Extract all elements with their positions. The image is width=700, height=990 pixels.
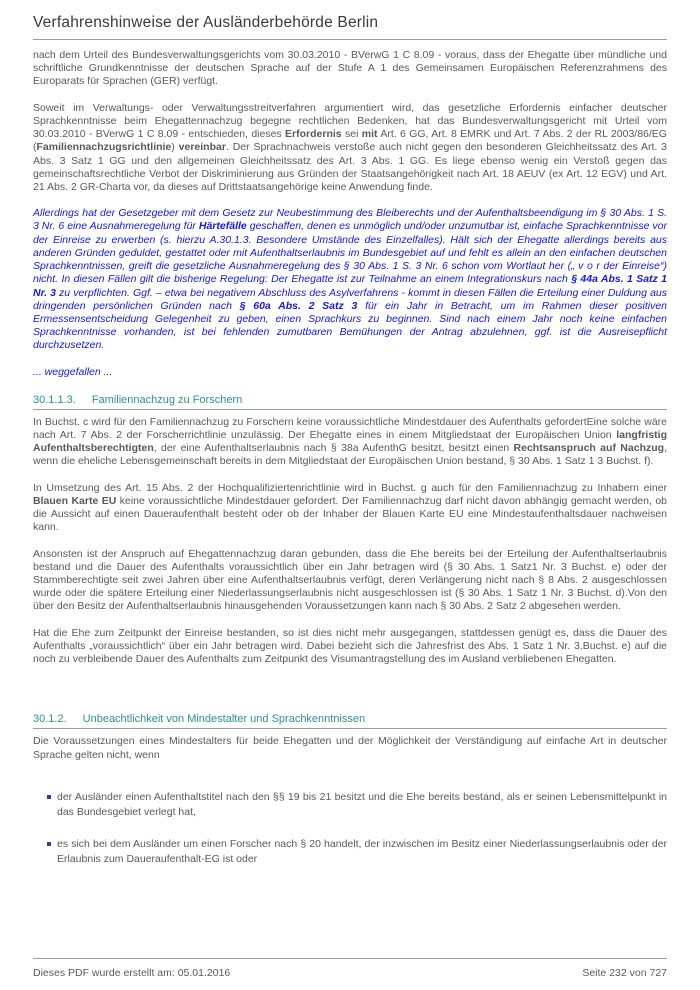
text-run: für ein Jahr in Betracht, um im Rahmen dieser positiven Ermessensentscheidung Gelegenheit zu geben, einen Sprachkurs zu beginnen. Sind nach einem Jahr noch keine einfachen Sprachkenntnisse vorhanden, ist bei fehlenden zumutbaren Bemühungen der Antrag abzulehnen, ggf. ist die Ausreisepflicht durchzusetzen. — [33, 299, 668, 352]
text-run: , wenn die eheliche Lebensgemeinschaft bereits in dem Mitgliedstaat der Europäischen Union bestand, § 30 Abs. 1 Satz 1 3 Buchst. f). — [33, 442, 667, 468]
section-heading — [33, 711, 667, 729]
text-run: geschaffen, denen es unmöglich und/oder unzumutbar ist, einfache Sprachkenntnisse vor der Einreise zu erwerben (s. hierzu A.30.1.3. Besondere Umstände des Einzelfalles). Hält sich der Ehegatte allerdings bereits aus anderen Gründen geduldet, gestattet oder mit Aufenthaltserlaubnis im Bundesgebiet auf und fehlt es allein an den einfachen deutschen Sprachkenntnissen, greift die gesetzliche Ausnahmeregelung des § 30 Abs. 1 S. 3 Nr. 6 schon vom Wortlaut her („ v o r der Einreise“) nicht. In diesen Fällen gilt die bisherige Regelung: Der Ehegatte ist zur Teilnahme an einem Integrationskurs nach — [33, 220, 667, 286]
text-run: Blauen Karte EU — [33, 494, 117, 507]
bullet-icon — [47, 842, 51, 846]
section-heading — [33, 392, 667, 410]
document-body — [33, 40, 667, 868]
text-run: In Umsetzung des Art. 15 Abs. 2 der Hochqualifiziertenrichtlinie wird in Buchst. g auch für den Familiennachzug zu Inhabern einer — [33, 481, 667, 494]
text-run: § 44a Abs. 1 Satz 1 Nr. 3 — [33, 273, 667, 299]
document-title: Verfahrenshinweise der Ausländerbehörde Berlin — [33, 12, 667, 40]
section-label: Unbeachtlichkeit von Mindestalter und Sprachkenntnissen — [82, 713, 366, 726]
list-item-text: der Ausländer einen Aufenthaltstitel nach den §§ 19 bis 21 besitzt und die Ehe bereits bestand, als er seinen Lebensmittelpunkt in das Bundesgebiet verlegt hat, — [57, 790, 667, 818]
paragraph — [33, 416, 667, 469]
bullet-icon — [47, 795, 51, 799]
text-run: Art. 6 GG, Art. 8 EMRK und Art. 7 Abs. 2 der RL 2003/86/EG ( — [33, 128, 667, 154]
footer-page-number: Seite 232 von 727 — [582, 967, 667, 979]
paragraph — [33, 627, 667, 667]
text-run: Rechtsanspruch auf Nachzug — [513, 442, 665, 455]
spacer — [33, 775, 667, 784]
text-run: . Der Sprachnachweis verstoße auch nicht gegen den besonderen Gleichheitssatz des Art. 3 Abs. 3 Satz 1 GG und den allgemeinen Gleichheitssatz des Art. 3 Abs. 1 GG. Es liege ebenso wenig ein Verstoß gegen das gemeinschaftsrechtliche Verbot der Diskriminierung aus Gründen der Staatsangehörigkeit nach Art. 18 AEUV (ex Art. 12 EGV) und Art. 21 Abs. 2 GR-Charta vor, da dieses auf Drittstaatsangehörige keine Anwendung finde. — [33, 141, 667, 193]
paragraph — [33, 482, 667, 535]
text-run: nach dem Urteil des Bundesverwaltungsgerichts vom 30.03.2010 - BVerwG 1 C 8.09 - voraus, dass der Ehegatte über mündliche und schriftliche Grundkenntnisse der deutschen Sprache auf der Stufe A 1 des Gemeinsamen Europäischen Referenzrahmens des Europarats für Sprachen (GER) verfügt. — [33, 49, 667, 88]
section-number: 30.1.1.3. — [33, 393, 76, 406]
footer-created-date: Dieses PDF wurde erstellt am: 05.01.2016 — [33, 967, 231, 979]
text-run: Erfordernis — [285, 128, 342, 141]
section-number: 30.1.2. — [33, 713, 67, 726]
paragraph — [33, 49, 667, 89]
spacer — [33, 679, 667, 709]
text-run: Hat die Ehe zum Zeitpunkt der Einreise bestanden, so ist dies nicht mehr ausgegangen, stattdessen genügt es, dass die Dauer des Aufenthalts „voraussichtlich“ über ein Jahr betragen wird. Dabei bezieht sich die Jahresfrist des Abs. 1 Satz 1 Nr. 3.Buchst. e) auf die noch zu verbleibende Dauer des Aufenthalts zum Zeitpunkt des Visumantragstellung des im Ausland verbliebenen Ehegatten. — [33, 626, 667, 666]
text-run: mit — [361, 128, 378, 141]
text-run: sei — [341, 128, 362, 141]
text-run: ... weggefallen ... — [33, 365, 113, 378]
section-label: Familiennachzug zu Forschern — [91, 393, 243, 406]
page-footer — [33, 958, 667, 979]
paragraph — [33, 548, 667, 614]
paragraph — [33, 102, 667, 195]
text-run: Allerdings hat der Gesetzgeber mit dem Gesetz zur Neubestimmung des Bleiberechts und der Aufenthaltsbeendigung im § 30 Abs. 1 S. 3 Nr. 6 eine Ausnahmeregelung für — [33, 207, 667, 233]
text-run: Soweit im Verwaltungs- oder Verwaltungsstreitverfahren argumentiert wird, das gesetzliche Erfordernis einfacher deutscher Sprachkenntnisse beim Ehegattennachzug begegne rechtlichen Bedenken, hat das Bundesverwaltungsgericht mit Urteil vom 30.03.2010 - BVerwG 1 C 8.09 - entschieden, dieses — [33, 101, 667, 141]
text-run: zu verpflichten. Ggf. – etwa bei negativem Abschluss des Asylverfahrens - kommt in diesen Fällen die Erteilung einer Duldung aus dringenden persönlichen Gründen nach — [33, 286, 667, 312]
paragraph — [33, 735, 667, 761]
text-run: langfristig Aufenthaltsberechtigten — [33, 429, 667, 455]
text-run: keine voraussichtliche Mindestdauer gefordert. Der Familiennachzug darf nicht davon abhängig gemacht werden, ob die Aussicht auf einen Daueraufenthalt besteht oder ob der Inhaber der Blauen Karte EU eine Mindestaufenthaltsdauer nachweisen kann. — [33, 494, 667, 534]
text-run: vereinbar — [178, 141, 226, 154]
list-item-text: es sich bei dem Ausländer um einen Forscher nach § 20 handelt, der inzwischen im Besitz einer Niederlassungserlaubnis oder der Erlaubnis zum Daueraufenthalt-EG ist oder — [57, 838, 667, 866]
text-run: In Buchst. c wird für den Familiennachzug zu Forschern keine voraussichtliche Mindestdauer des Aufenthalts gefordertEine solche wäre nach Art. 7 Abs. 2 der Forscherrichtlinie unzulässig. Der Ehegatte eines in einem Mitgliedstaat der Europäischen Union — [33, 415, 667, 442]
editorial-note-paragraph — [33, 366, 667, 379]
text-run: Härtefälle — [198, 220, 247, 233]
editorial-note-paragraph — [33, 207, 667, 352]
text-run: , der eine Aufenthaltserlaubnis nach § 38a AufenthG besitzt, besitzt einen — [153, 442, 514, 455]
list-item — [47, 837, 667, 867]
document-header — [33, 12, 667, 40]
list-item — [47, 790, 667, 820]
bullet-list — [47, 790, 667, 868]
text-run: ) — [171, 141, 179, 154]
text-run: § 60a Abs. 2 Satz 3 — [239, 299, 358, 312]
text-run: Familiennachzugsrichtlinie — [36, 141, 172, 154]
text-run: Die Voraussetzungen eines Mindestalters für beide Ehegatten und der Möglichkeit der Verständigung auf einfache Art in deutscher Sprache gelten nicht, wenn — [33, 735, 667, 761]
text-run: Ansonsten ist der Anspruch auf Ehegattennachzug daran gebunden, dass die Ehe bereits bei der Erteilung der Aufenthaltserlaubnis bestand und die Dauer des Aufenthalts voraussichtlich über ein Jahr betragen wird (§ 30 Abs. 1 Satz1 Nr. 3 Buchst. e) oder der Stammberechtigte seit zwei Jahren über eine Aufenthaltserlaubnis verfügt, deren Verlängerung nicht nach § 8 Abs. 2 ausgeschlossen wurde oder die spätere Erteilung einer Niederlassungserlaubnis nicht ausgeschlossen ist (§ 30 Abs. 1 Satz 1 Nr. 3 Buchst. d).Von den über den Besitz der Aufenthaltserlaubnis hinausgehenden Voraussetzungen kann nach § 30 Abs. 2 Satz 2 abgesehen werden. — [33, 547, 667, 613]
